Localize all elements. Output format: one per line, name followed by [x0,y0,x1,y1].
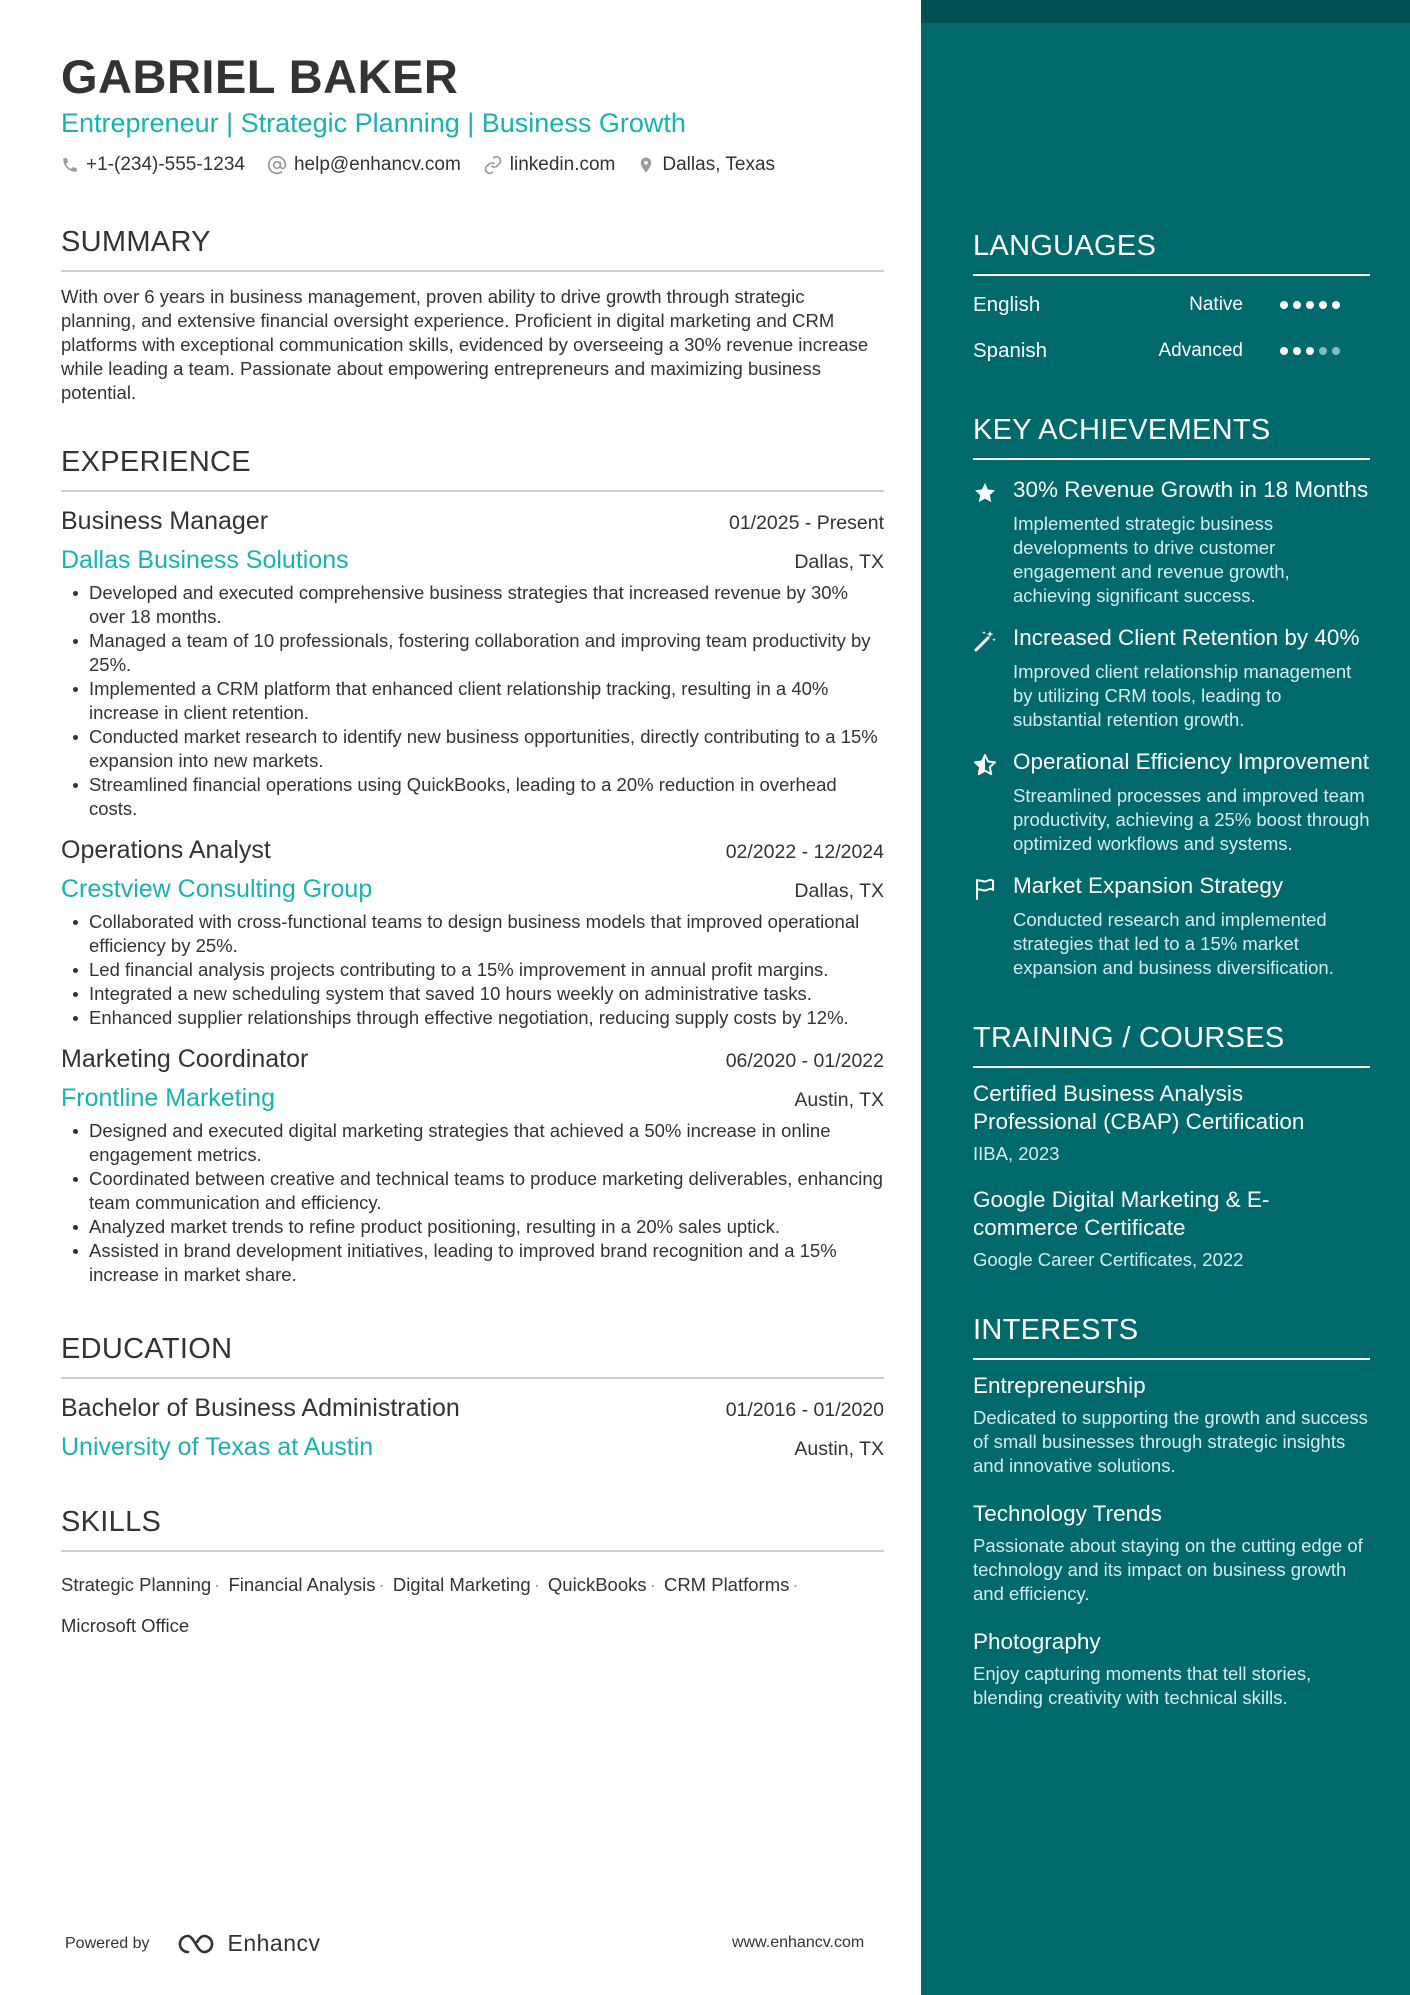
job-bullets [61,1119,884,1287]
bullet-item: Collaborated with cross-functional teams to design business models that improved operational efficiency by 25%. [61,910,884,958]
language-row [973,334,1370,368]
flag-icon [973,877,997,901]
footer-powered-by [65,1930,321,1957]
skills-section [61,1504,884,1646]
achievement-desc: Streamlined processes and improved team productivity, achieving a 25% boost through optimized workflows and systems. [1013,785,1370,854]
achievement-desc: Implemented strategic business developments to drive customer engagement and revenue growth, achieving significant success. [1013,513,1290,606]
education-section [61,1331,884,1464]
job-company: Dallas Business Solutions [61,546,349,574]
main-column [61,48,884,1646]
education-location: Austin, TX [794,1438,884,1460]
rating-dot [1306,347,1314,355]
sidebar-content [973,228,1370,1710]
job-entry [61,504,884,821]
interests-section [973,1312,1370,1710]
training-title: TRAINING / COURSES [973,1020,1370,1068]
achievement-item [973,872,1370,980]
bullet-item: Managed a team of 10 professionals, fostering collaboration and improving team productivity by 25%. [61,629,884,677]
achievement-title: Operational Efficiency Improvement [1013,749,1370,774]
linkedin-text: linkedin.com [509,154,616,175]
education-entry [61,1391,884,1464]
star-half-icon [973,753,997,777]
language-name: Spanish [973,339,1048,362]
interests-title: INTERESTS [973,1312,1370,1360]
skills-title: SKILLS [61,1504,884,1552]
language-rating [1275,301,1340,309]
job-company: Crestview Consulting Group [61,875,373,903]
job-location: Austin, TX [794,1089,884,1111]
interest-item [973,1628,1370,1710]
interest-title: Photography [973,1629,1101,1654]
contact-location [637,154,775,176]
school: University of Texas at Austin [61,1433,374,1461]
language-name: English [973,293,1041,316]
achievement-item [973,624,1370,732]
training-section [973,1020,1370,1272]
skill-item: Microsoft Office [61,1615,190,1636]
language-level: Advanced [1158,340,1243,361]
summary-section [61,224,884,405]
contact-linkedin[interactable] [483,154,616,176]
interest-item [973,1372,1370,1478]
magic-wand-icon [973,629,997,653]
rating-dot [1293,301,1301,309]
education-title: EDUCATION [61,1331,884,1379]
job-dates: 02/2022 - 12/2024 [725,841,884,863]
bullet-item: Assisted in brand development initiatives, leading to improved brand recognition and a 15% increase in market share. [61,1239,884,1287]
job-location: Dallas, TX [794,880,884,902]
contact-email[interactable] [267,154,461,176]
job-title: Operations Analyst [61,836,271,864]
sidebar-top-band [921,0,1410,23]
bullet-item: Enhanced supplier relationships through effective negotiation, reducing supply costs by 12%. [61,1006,884,1030]
at-icon [267,155,287,175]
location-pin-icon [637,155,655,175]
rating-dot [1332,347,1340,355]
enhancv-brand: Enhancv [227,1930,321,1956]
skill-list: Strategic Planning · Financial Analysis · Digital Marketing · QuickBooks · CRM Platforms · Microsoft Office [61,1574,799,1636]
achievement-desc: Improved client relationship management by utilizing CRM tools, leading to substantial retention growth. [1013,661,1352,730]
job-bullets [61,581,884,821]
interest-desc: Enjoy capturing moments that tell stories, blending creativity with technical skills. [973,1663,1312,1708]
phone-text: +1-(234)-555-1234 [86,154,245,175]
course-provider: Google Career Certificates, 2022 [973,1249,1244,1270]
email-text: help@enhancv.com [293,154,461,175]
job-dates: 06/2020 - 01/2022 [725,1050,884,1072]
rating-dot [1319,347,1327,355]
location-text: Dallas, Texas [662,154,776,175]
degree: Bachelor of Business Administration [61,1394,460,1422]
rating-dot [1319,301,1327,309]
star-icon [973,481,997,505]
summary-text: With over 6 years in business management, proven ability to drive growth through strategic planning, and extensive financial oversight experience. Proficient in digital marketing and CRM platforms with exceptional communication skills, evidenced by overseeing a 30% revenue increase while leading a team. Passionate about empowering entrepreneurs and maximizing business potential. [61,286,869,403]
enhancv-logo-icon [176,1932,222,1956]
skill-item: Financial Analysis [228,1574,376,1595]
sidebar [921,0,1410,1995]
experience-section [61,444,884,1287]
course-item [973,1080,1370,1166]
language-row [973,288,1370,322]
interest-title: Technology Trends [973,1501,1162,1526]
languages-title: LANGUAGES [973,228,1370,276]
rating-dot [1280,301,1288,309]
job-entry [61,833,884,1030]
skill-item: Strategic Planning [61,1574,212,1595]
achievement-title: Increased Client Retention by 40% [1013,625,1360,650]
link-icon [483,155,503,175]
languages-section [973,228,1370,368]
headline: Entrepreneur | Strategic Planning | Business Growth [61,108,686,138]
course-title: Certified Business Analysis Professional (CBAP) Certification [973,1081,1305,1134]
candidate-name: GABRIEL BAKER [61,50,459,103]
achievements-section [973,412,1370,980]
skill-item: QuickBooks [547,1574,647,1595]
bullet-item: Coordinated between creative and technical teams to produce marketing deliverables, enhancing team communication and efficiency. [61,1167,884,1215]
bullet-item: Developed and executed comprehensive business strategies that increased revenue by 30% over 18 months. [61,581,884,629]
course-provider: IIBA, 2023 [973,1143,1060,1164]
rating-dot [1332,301,1340,309]
powered-by-label: Powered by [65,1934,150,1952]
bullet-item: Integrated a new scheduling system that saved 10 hours weekly on administrative tasks. [61,982,884,1006]
achievement-title: Market Expansion Strategy [1013,873,1284,898]
interest-title: Entrepreneurship [973,1373,1146,1398]
footer-url[interactable]: www.enhancv.com [732,1934,865,1951]
rating-dot [1280,347,1288,355]
job-title: Business Manager [61,507,269,535]
bullet-item: Led financial analysis projects contributing to a 15% improvement in annual profit margins. [61,958,884,982]
skill-item: CRM Platforms [663,1574,790,1595]
course-title: Google Digital Marketing & E-commerce Certificate [973,1187,1270,1240]
phone-icon [61,156,79,174]
bullet-item: Designed and executed digital marketing strategies that achieved a 50% increase in online engagement metrics. [61,1119,884,1167]
job-bullets [61,910,884,1030]
job-company: Frontline Marketing [61,1084,275,1112]
enhancv-logo[interactable] [176,1930,321,1957]
bullet-item: Analyzed market trends to refine product positioning, resulting in a 20% sales uptick. [61,1215,884,1239]
achievement-item [973,748,1370,856]
achievement-desc: Conducted research and implemented strategies that led to a 15% market expansion and business diversification. [1013,909,1334,978]
contact-bar [61,154,884,176]
achievements-title: KEY ACHIEVEMENTS [973,412,1370,460]
contact-phone[interactable] [61,154,245,176]
achievement-title: 30% Revenue Growth in 18 Months [1013,477,1369,502]
skill-item: Digital Marketing [392,1574,531,1595]
job-location: Dallas, TX [794,551,884,573]
rating-dot [1306,301,1314,309]
experience-title: EXPERIENCE [61,444,884,492]
rating-dot [1293,347,1301,355]
interest-item [973,1500,1370,1606]
achievement-item [973,476,1370,608]
interest-desc: Passionate about staying on the cutting edge of technology and its impact on business growth and efficiency. [973,1535,1363,1604]
bullet-item: Implemented a CRM platform that enhanced client relationship tracking, resulting in a 40% increase in client retention. [61,677,884,725]
language-rating [1275,347,1340,355]
education-dates: 01/2016 - 01/2020 [725,1399,884,1421]
language-level: Native [1189,294,1243,315]
bullet-item: Conducted market research to identify new business opportunities, directly contributing to a 15% expansion into new markets. [61,725,884,773]
bullet-item: Streamlined financial operations using QuickBooks, leading to a 20% reduction in overhead costs. [61,773,884,821]
summary-title: SUMMARY [61,224,884,272]
interest-desc: Dedicated to supporting the growth and success of small businesses through strategic insights and innovative solutions. [973,1407,1368,1476]
job-dates: 01/2025 - Present [728,512,884,534]
job-entry [61,1042,884,1287]
job-title: Marketing Coordinator [61,1045,309,1073]
course-item [973,1186,1370,1272]
